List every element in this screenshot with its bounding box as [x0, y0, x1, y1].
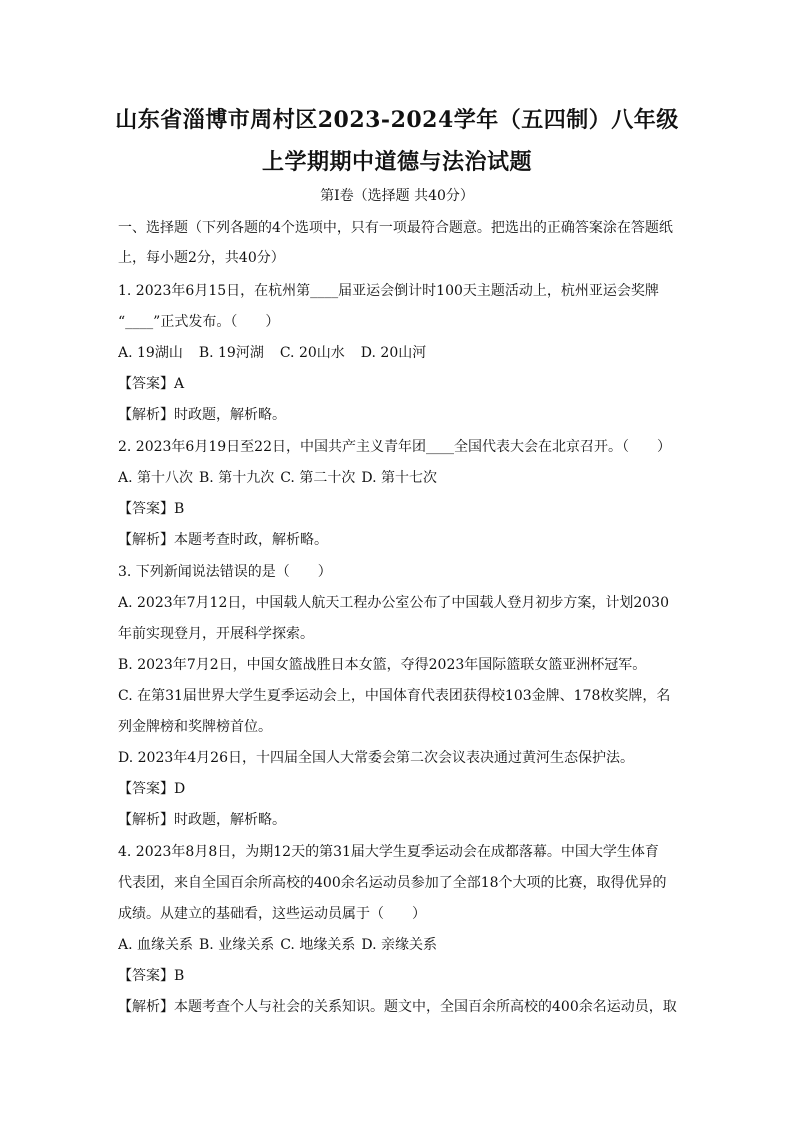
option-c: C. 地缘关系 [280, 937, 356, 953]
option-b: B. 业缘关系 [199, 937, 275, 953]
document-title-line2: 上学期期中道德与法治试题 [261, 149, 532, 175]
question-4-stem: 成绩。从建立的基础看，这些运动员属于（ ） [118, 906, 426, 922]
option-d: D. 20山河 [360, 345, 427, 361]
option-a: A. 19湖山 [118, 345, 183, 361]
question-3-option-a: A. 2023年7月12日，中国载人航天工程办公室公布了中国载人登月初步方案，计划2030 [118, 595, 669, 611]
question-3-option-a-cont: 年前实现登月，开展科学探索。 [118, 626, 314, 642]
question-2-analysis: 【解析】本题考查时政，解析略。 [118, 532, 328, 548]
option-a: A. 血缘关系 [118, 937, 194, 953]
question-2-stem: 2. 2023年6月19日至22日，中国共产主义青年团____全国代表大会在北京召开。（ ） [118, 439, 671, 455]
question-2-answer: 【答案】B [118, 501, 185, 517]
question-4-answer: 【答案】B [118, 968, 185, 984]
question-3-stem: 3. 下列新闻说法错误的是（ ） [118, 564, 332, 580]
option-b: B. 19河湖 [198, 345, 264, 361]
question-3-option-c: C. 在第31届世界大学生夏季运动会上，中国体育代表团获得校103金牌、178枚奖牌，名 [118, 688, 671, 704]
question-1-options [118, 344, 688, 362]
question-4-analysis: 【解析】本题考查个人与社会的关系知识。题文中，全国百余所高校的400余名运动员，取 [118, 999, 677, 1015]
question-3-option-b: B. 2023年7月2日，中国女篮战胜日本女篮，夺得2023年国际篮联女篮亚洲杯冠军。 [118, 657, 647, 673]
instructions-line: 上，每小题2分，共40分） [118, 250, 285, 266]
question-2-options [118, 469, 688, 487]
option-c: C. 第二十次 [280, 470, 356, 486]
question-3-answer: 【答案】D [118, 781, 186, 797]
option-a: A. 第十八次 [118, 470, 194, 486]
document-title-line1: 山东省淄博市周村区2023-2024学年（五四制）八年级 [115, 107, 679, 133]
option-b: B. 第十九次 [199, 470, 275, 486]
question-3-option-d: D. 2023年4月26日，十四届全国人大常委会第二次会议表决通过黄河生态保护法。 [118, 750, 634, 766]
question-4-stem: 代表团，来自全国百余所高校的400余名运动员参加了全部18个大项的比赛，取得优异的 [118, 875, 667, 891]
question-1-analysis: 【解析】时政题，解析略。 [118, 407, 286, 423]
option-c: C. 20山水 [279, 345, 345, 361]
question-1-stem: “____”正式发布。（ ） [118, 314, 280, 330]
question-3-analysis: 【解析】时政题，解析略。 [118, 812, 286, 828]
instructions-line: 一、选择题（下列各题的4个选项中，只有一项最符合题意。把选出的正确答案涂在答题纸 [118, 220, 673, 236]
option-d: D. 亲缘关系 [361, 937, 437, 953]
section-header: 第Ⅰ卷（选择题 共40分） [320, 188, 474, 204]
question-1-stem: 1. 2023年6月15日，在杭州第____届亚运会倒计时100天主题活动上，杭州亚运会奖牌 [118, 283, 659, 299]
question-3-option-c-cont: 列金牌榜和奖牌榜首位。 [118, 719, 272, 735]
question-4-options [118, 936, 688, 954]
question-4-stem: 4. 2023年8月8日，为期12天的第31届大学生夏季运动会在成都落幕。中国大学生体育 [118, 844, 659, 860]
option-d: D. 第十七次 [361, 470, 437, 486]
question-1-answer: 【答案】A [118, 376, 185, 392]
